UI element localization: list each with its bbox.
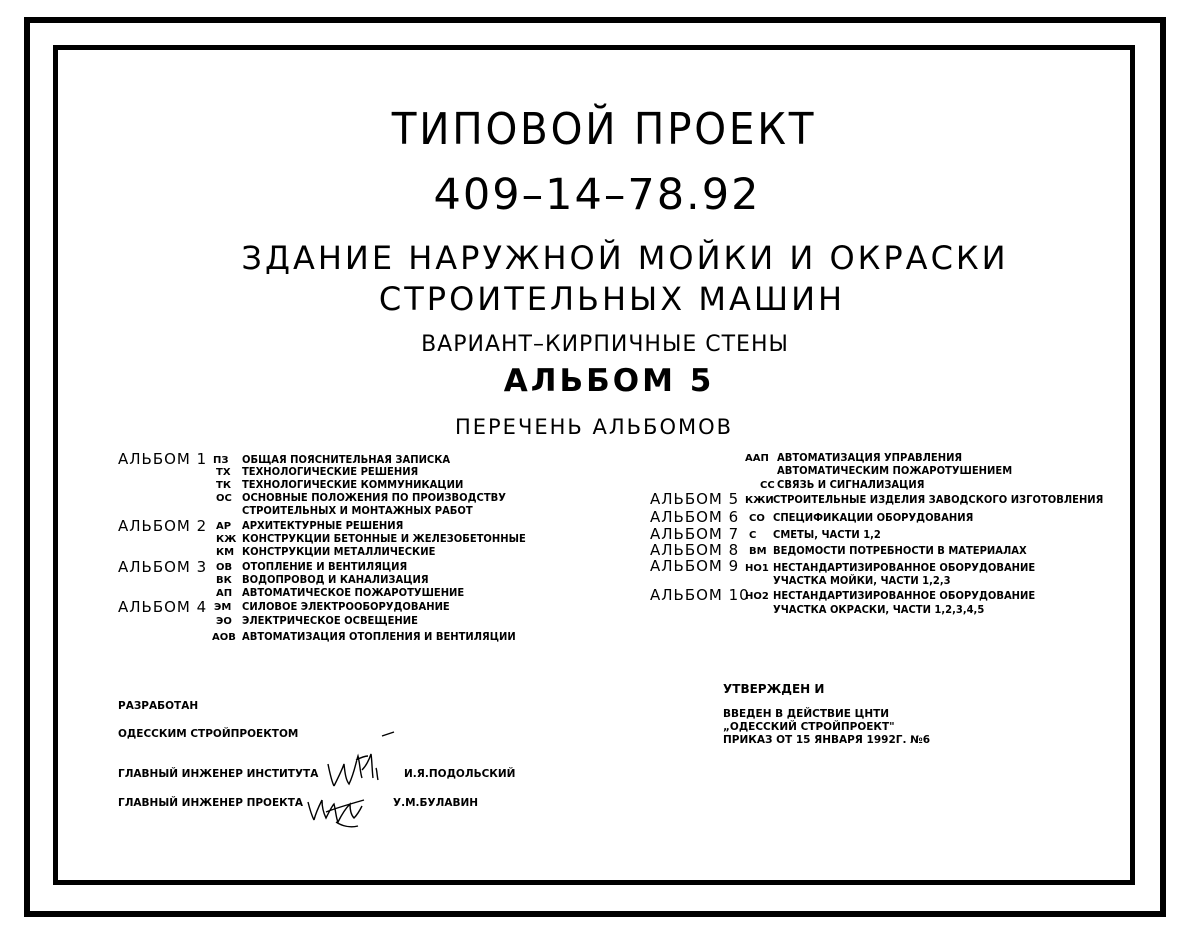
album-label: АЛЬБОМ 3 [118,558,208,576]
album-desc: СТРОИТЕЛЬНЫХ И МОНТАЖНЫХ РАБОТ [242,505,473,517]
album-label: АЛЬБОМ 10 [650,586,750,604]
signature-project [302,782,382,832]
album-code: ОС [216,493,232,504]
album-desc: СМЕТЫ, ЧАСТИ 1,2 [773,529,881,541]
album-code: СО [749,513,765,524]
album-code: КЖИ [745,495,774,506]
album-code: НО2 [745,591,769,602]
album-code: АОВ [212,632,236,643]
album-code: АП [216,588,233,599]
album-desc: ТЕХНОЛОГИЧЕСКИЕ РЕШЕНИЯ [242,466,419,478]
album-code: ТК [216,480,231,491]
album-desc: АВТОМАТИЧЕСКОЕ ПОЖАРОТУШЕНИЕ [242,587,465,599]
chief-institute-label: ГЛАВНЫЙ ИНЖЕНЕР ИНСТИТУТА [118,768,319,780]
album-desc: АВТОМАТИЗАЦИЯ ОТОПЛЕНИЯ И ВЕНТИЛЯЦИИ [242,631,516,643]
chief-project-label: ГЛАВНЫЙ ИНЖЕНЕР ПРОЕКТА [118,797,304,809]
album-code: ТХ [216,467,231,478]
approved-line4: ПРИКАЗ ОТ 15 ЯНВАРЯ 1992Г. №6 [723,734,931,746]
album-code: ПЗ [213,455,229,466]
album-desc: ОСНОВНЫЕ ПОЛОЖЕНИЯ ПО ПРОИЗВОДСТВУ [242,492,506,504]
album-code: СС [760,480,775,491]
album-label: АЛЬБОМ 1 [118,450,208,468]
approved-line1: УТВЕРЖДЕН И [723,682,825,696]
album-desc: КОНСТРУКЦИИ МЕТАЛЛИЧЕСКИЕ [242,546,436,558]
album-code: ОВ [216,562,233,573]
album-desc: УЧАСТКА ОКРАСКИ, ЧАСТИ 1,2,3,4,5 [773,604,985,616]
album-desc: АВТОМАТИЗАЦИЯ УПРАВЛЕНИЯ [777,452,963,464]
project-number: 409–14–78.92 [433,170,761,220]
album-label: АЛЬБОМ 5 [650,490,740,508]
album-code: КЖ [216,534,237,545]
album-desc: НЕСТАНДАРТИЗИРОВАННОЕ ОБОРУДОВАНИЕ [773,590,1036,602]
album-desc: ОТОПЛЕНИЕ И ВЕНТИЛЯЦИЯ [242,561,408,573]
chief-institute-name: И.Я.ПОДОЛЬСКИЙ [404,768,516,780]
album-desc: ТЕХНОЛОГИЧЕСКИЕ КОММУНИКАЦИИ [242,479,464,491]
album-desc: АВТОМАТИЧЕСКИМ ПОЖАРОТУШЕНИЕМ [777,465,1013,477]
chief-project-name: У.М.БУЛАВИН [393,797,479,809]
album-desc: ОБЩАЯ ПОЯСНИТЕЛЬНАЯ ЗАПИСКА [242,454,451,466]
album-label: АЛЬБОМ 8 [650,541,740,559]
album-label: АЛЬБОМ 6 [650,508,740,526]
album-code: ЭО [216,616,232,627]
album-code: ВМ [749,546,767,557]
album-desc: УЧАСТКА МОЙКИ, ЧАСТИ 1,2,3 [773,575,951,587]
building-name-line1: ЗДАНИЕ НАРУЖНОЙ МОЙКИ И ОКРАСКИ [241,239,1009,277]
approved-line2: ВВЕДЕН В ДЕЙСТВИЕ ЦНТИ [723,708,890,720]
album-label: АЛЬБОМ 7 [650,525,740,543]
variant: ВАРИАНТ–КИРПИЧНЫЕ СТЕНЫ [421,332,789,357]
album-desc: СПЕЦИФИКАЦИИ ОБОРУДОВАНИЯ [773,512,974,524]
developed-label: РАЗРАБОТАН [118,700,199,712]
album-desc: ЭЛЕКТРИЧЕСКОЕ ОСВЕЩЕНИЕ [242,615,418,627]
album-desc: СВЯЗЬ И СИГНАЛИЗАЦИЯ [777,479,925,491]
album-list-heading: ПЕРЕЧЕНЬ АЛЬБОМОВ [454,415,734,439]
building-name-line2: СТРОИТЕЛЬНЫХ МАШИН [378,280,846,318]
album-code: КМ [216,547,235,558]
album-code: АР [216,521,232,532]
album-label: АЛЬБОМ 2 [118,517,208,535]
album-label: АЛЬБОМ 4 [118,598,208,616]
album-desc: КОНСТРУКЦИИ БЕТОННЫЕ И ЖЕЛЕЗОБЕТОННЫЕ [242,533,526,545]
album-code: ААП [745,453,769,464]
album-code: ЭМ [214,602,232,613]
doc-title: ТИПОВОЙ ПРОЕКТ [391,104,817,155]
album-desc: АРХИТЕКТУРНЫЕ РЕШЕНИЯ [242,520,404,532]
album-desc: НЕСТАНДАРТИЗИРОВАННОЕ ОБОРУДОВАНИЕ [773,562,1036,574]
album-number: АЛЬБОМ 5 [503,363,715,399]
developer-org: ОДЕССКИМ СТРОЙПРОЕКТОМ [118,728,299,740]
album-desc: ВОДОПРОВОД И КАНАЛИЗАЦИЯ [242,574,429,586]
album-code: ВК [216,575,232,586]
album-code: С [749,530,757,541]
album-desc: СТРОИТЕЛЬНЫЕ ИЗДЕЛИЯ ЗАВОДСКОГО ИЗГОТОВЛЕНИЯ [773,494,1104,506]
album-desc: ВЕДОМОСТИ ПОТРЕБНОСТИ В МАТЕРИАЛАХ [773,545,1027,557]
album-desc: СИЛОВОЕ ЭЛЕКТРООБОРУДОВАНИЕ [242,601,450,613]
album-code: НО1 [745,563,769,574]
approved-line3: „ОДЕССКИЙ СТРОЙПРОЕКТ" [723,721,895,733]
album-label: АЛЬБОМ 9 [650,557,740,575]
